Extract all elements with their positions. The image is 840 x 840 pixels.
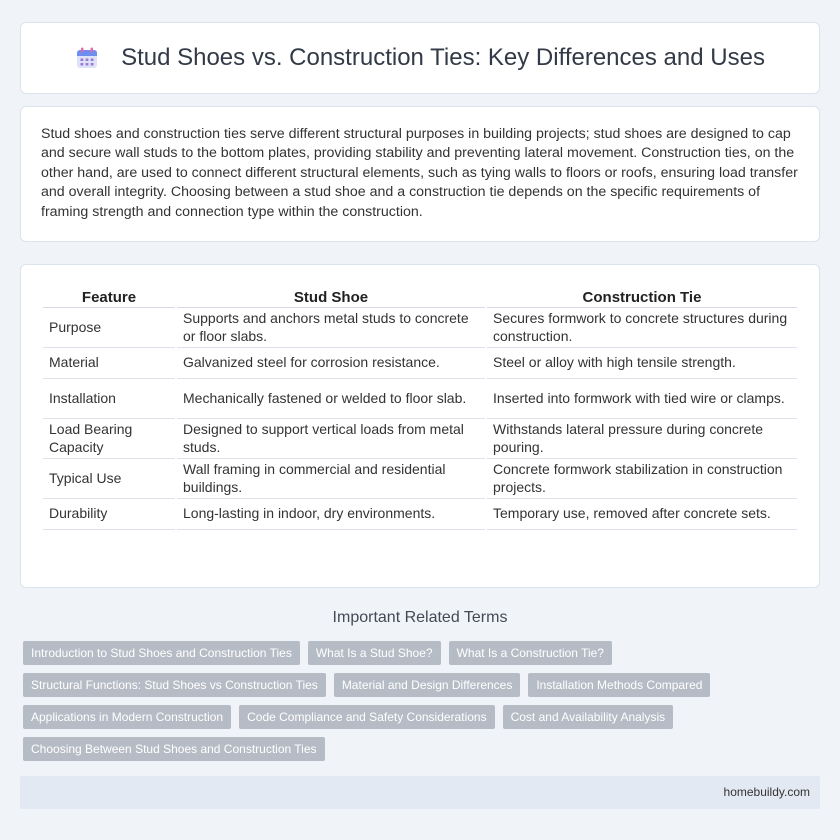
table-row: [43, 499, 797, 530]
related-tag[interactable]: What Is a Construction Tie?: [449, 641, 612, 665]
feature-cell: Typical Use: [43, 459, 175, 499]
intro-card: [20, 106, 820, 242]
header-feature: Feature: [43, 284, 175, 308]
page-title: Stud Shoes vs. Construction Ties: Key Differences and Uses: [121, 44, 765, 71]
table-row: [43, 348, 797, 379]
stud-shoe-cell: Supports and anchors metal studs to concrete or floor slabs.: [177, 308, 485, 348]
stud-shoe-cell: Designed to support vertical loads from metal studs.: [177, 419, 485, 459]
related-tag[interactable]: Material and Design Differences: [334, 673, 521, 697]
header-stud-shoe: Stud Shoe: [177, 284, 485, 308]
feature-cell: Load Bearing Capacity: [43, 419, 175, 459]
feature-cell: Installation: [43, 379, 175, 419]
header-card: [20, 22, 820, 94]
construction-tie-cell: Temporary use, removed after concrete sets.: [487, 499, 797, 530]
feature-cell: Purpose: [43, 308, 175, 348]
stud-shoe-cell: Galvanized steel for corrosion resistance.: [177, 348, 485, 379]
construction-tie-cell: Steel or alloy with high tensile strength.: [487, 348, 797, 379]
stud-shoe-cell: Long-lasting in indoor, dry environments.: [177, 499, 485, 530]
table-header-row: [43, 284, 797, 308]
table-row: [43, 459, 797, 499]
related-terms-tags: [23, 641, 823, 769]
stud-shoe-cell: Wall framing in commercial and residential buildings.: [177, 459, 485, 499]
feature-cell: Material: [43, 348, 175, 379]
footer: [20, 776, 820, 809]
comparison-table: [41, 284, 799, 530]
related-tag[interactable]: Installation Methods Compared: [528, 673, 710, 697]
calendar-icon: [75, 46, 99, 70]
header-construction-tie: Construction Tie: [487, 284, 797, 308]
intro-paragraph: Stud shoes and construction ties serve different structural purposes in building projects; stud shoes are designed to cap and secure wall studs to the bottom plates, providing stability and preventing lateral movement. Construction ties, on the other hand, are used to connect different structural elements, such as tying walls to floors or roofs, ensuring load transfer and overall integrity. Choosing between a stud shoe and a construction tie depends on the specific requirements of framing strength and connection type within the construction.: [41, 126, 798, 220]
feature-cell: Durability: [43, 499, 175, 530]
construction-tie-cell: Secures formwork to concrete structures during construction.: [487, 308, 797, 348]
related-tag[interactable]: Code Compliance and Safety Considerations: [239, 705, 494, 729]
construction-tie-cell: Inserted into formwork with tied wire or clamps.: [487, 379, 797, 419]
related-tag[interactable]: Applications in Modern Construction: [23, 705, 231, 729]
table-row: [43, 419, 797, 459]
related-tag[interactable]: What Is a Stud Shoe?: [308, 641, 441, 665]
related-tag[interactable]: Structural Functions: Stud Shoes vs Construction Ties: [23, 673, 326, 697]
construction-tie-cell: Withstands lateral pressure during concrete pouring.: [487, 419, 797, 459]
stud-shoe-cell: Mechanically fastened or welded to floor slab.: [177, 379, 485, 419]
table-row: [43, 308, 797, 348]
related-tag[interactable]: Cost and Availability Analysis: [503, 705, 674, 729]
construction-tie-cell: Concrete formwork stabilization in construction projects.: [487, 459, 797, 499]
related-tag[interactable]: Introduction to Stud Shoes and Construction Ties: [23, 641, 300, 665]
table-row: [43, 379, 797, 419]
related-terms-title: Important Related Terms: [332, 609, 508, 626]
footer-site[interactable]: homebuildy.com: [723, 785, 810, 799]
comparison-table-card: [20, 264, 820, 588]
related-tag[interactable]: Choosing Between Stud Shoes and Construction Ties: [23, 737, 325, 761]
